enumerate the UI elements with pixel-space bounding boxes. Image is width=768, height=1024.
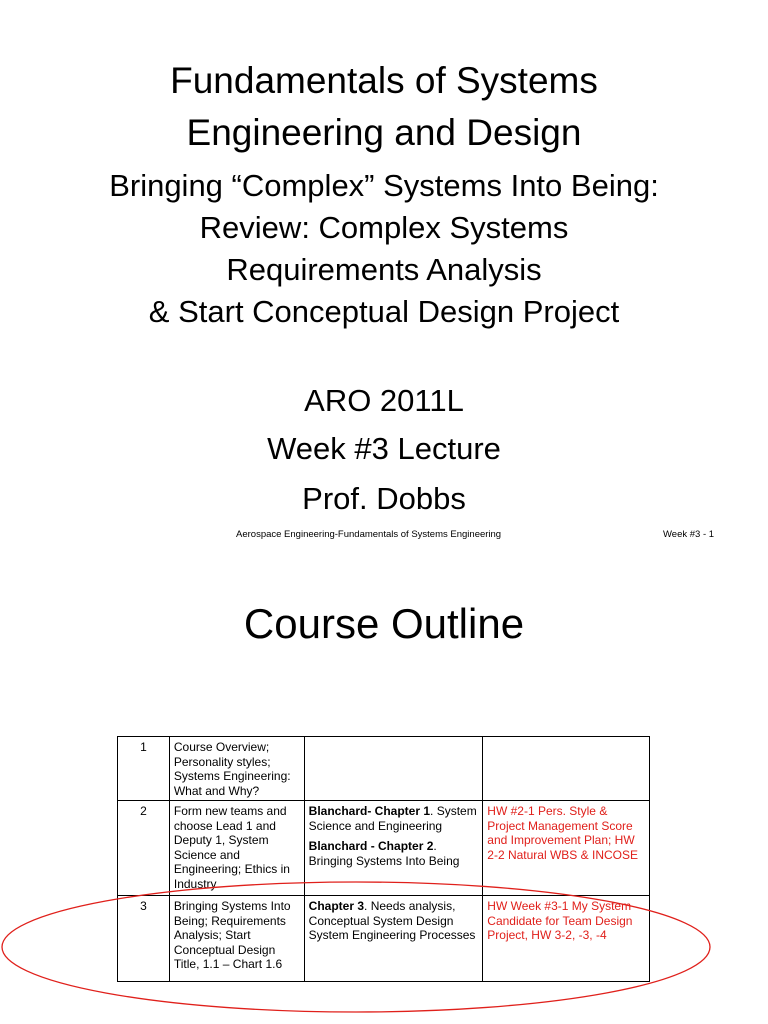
homework-cell: HW #2-1 Pers. Style & Project Management Score and Improvement Plan; HW 2-2 Natural WBS & INCOSE	[483, 801, 650, 896]
reading-chapter: Chapter 3	[308, 899, 365, 913]
footer-page-number: Week #3 - 1	[663, 529, 715, 540]
footer-course-name: Aerospace Engineering-Fundamentals of Systems Engineering	[236, 529, 502, 540]
reading-description: . Bringing Systems Into Being	[308, 839, 460, 868]
week-label: Week #3 Lecture	[267, 431, 501, 466]
highlight-oval	[0, 548, 768, 1024]
week-number: 1	[118, 737, 170, 801]
highlight-ellipse	[2, 882, 710, 1012]
title-line-1: Fundamentals of Systems	[170, 60, 598, 101]
outline-title: Course Outline	[243, 600, 525, 647]
professor-name: Prof. Dobbs	[302, 481, 466, 516]
topic-cell: Bringing Systems Into Being; Requirements Analysis; Start Conceptual Design Title, 1.1 – Chart 1.6	[169, 896, 304, 982]
topic-cell: Course Overview; Personality styles; Systems Engineering: What and Why?	[169, 737, 304, 801]
homework-cell: HW Week #3-1 My System Candidate for Team Design Project, HW 3-2, -3, -4	[483, 896, 650, 982]
reading-chapter: Blanchard - Chapter 2	[308, 839, 434, 853]
title-line-2: Engineering and Design	[186, 112, 582, 153]
week-number: 2	[118, 801, 170, 896]
week-number: 3	[118, 896, 170, 982]
slide-course-outline	[0, 548, 768, 1024]
subtitle-line-4: & Start Conceptual Design Project	[148, 294, 620, 329]
reading-description: . System Science and Engineering	[308, 804, 477, 833]
subtitle-line-2: Review: Complex Systems	[199, 210, 569, 245]
subtitle-line-1: Bringing “Complex” Systems Into Being:	[109, 168, 659, 203]
topic-cell: Form new teams and choose Lead 1 and Deputy 1, System Science and Engineering; Ethics in Industry	[169, 801, 304, 896]
reading-description: . Needs analysis, Conceptual System Design System Engineering Processes	[308, 899, 476, 942]
course-code: ARO 2011L	[304, 383, 464, 418]
reading-chapter: Blanchard- Chapter 1	[308, 804, 431, 818]
subtitle-line-3: Requirements Analysis	[226, 252, 542, 287]
